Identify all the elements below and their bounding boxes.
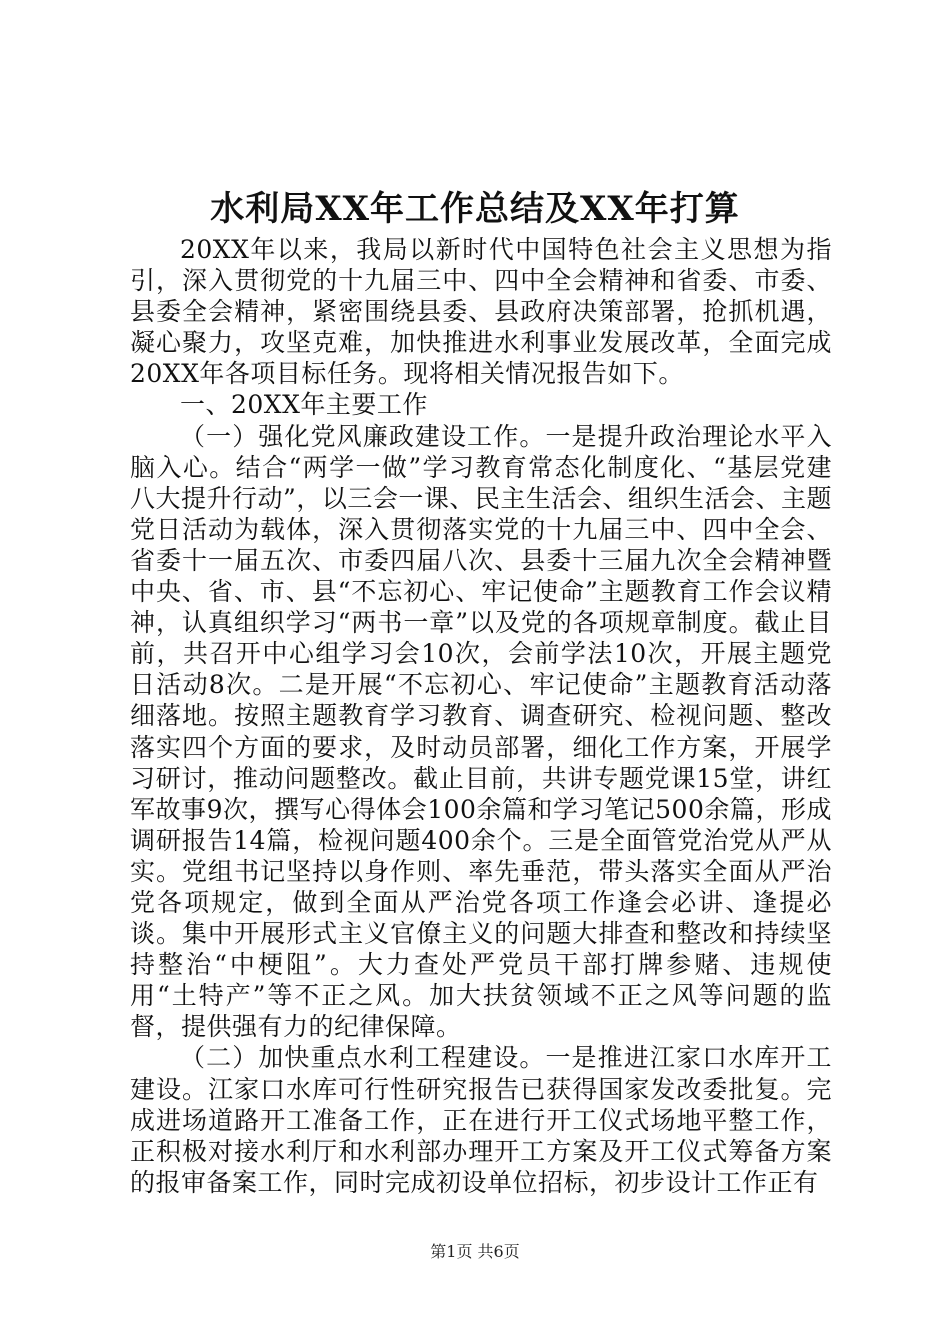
document-body [130,234,832,1198]
section-heading: 一、20XX年主要工作 [180,390,428,420]
document-title: 水利局XX年工作总结及XX年打算 [210,189,740,229]
body-paragraph: （一）强化党风廉政建设工作。一是提升政治理论水平入脑入心。结合“两学一做”学习教育常态化制度化、“基层党建八大提升行动”，以三会一课、民主生活会、组织生活会、主题党日活动为载体，深入贯彻落实党的十九届三中、四中全会、省委十一届五次、市委四届八次、县委十三届九次全会精神暨中央、省、市、县“不忘初心、牢记使命”主题教育工作会议精神，认真组织学习“两书一章”以及党的各项规章制度。截止目前，共召开中心组学习会10次，会前学法10次，开展主题党日活动8次。二是开展“不忘初心、牢记使命”主题教育活动落细落地。按照主题教育学习教育、调查研究、检视问题、整改落实四个方面的要求，及时动员部署，细化工作方案，开展学习研讨，推动问题整改。截止目前，共讲专题党课15堂，讲红军故事9次，撰写心得体会100余篇和学习笔记500余篇，形成调研报告14篇，检视问题400余个。三是全面管党治党从严从实。党组书记坚持以身作则、率先垂范，带头落实全面从严治党各项规定，做到全面从严治党各项工作逢会必讲、逢提必谈。集中开展形式主义官僚主义的问题大排查和整改和持续坚持整治“中梗阻”。大力查处严党员干部打牌参赌、违规使用“土特产”等不正之风。加大扶贫领域不正之风等问题的监督，提供强有力的纪律保障。 [130,421,832,1042]
page-footer: 第1页 共6页 [430,1242,520,1261]
body-paragraph: （二）加快重点水利工程建设。一是推进江家口水库开工建设。江家口水库可行性研究报告已获得国家发改委批复。完成进场道路开工准备工作，正在进行开工仪式场地平整工作，正积极对接水利厅和水利部办理开工方案及开工仪式筹备方案的报审备案工作，同时完成初设单位招标，初步设计工作正有 [130,1043,832,1197]
intro-paragraph: 20XX年以来，我局以新时代中国特色社会主义思想为指引，深入贯彻党的十九届三中、四中全会精神和省委、市委、县委全会精神，紧密围绕县委、县政府决策部署，抢抓机遇，凝心聚力，攻坚克难，加快推进水利事业发展改革，全面完成20XX年各项目标任务。现将相关情况报告如下。 [130,235,832,389]
